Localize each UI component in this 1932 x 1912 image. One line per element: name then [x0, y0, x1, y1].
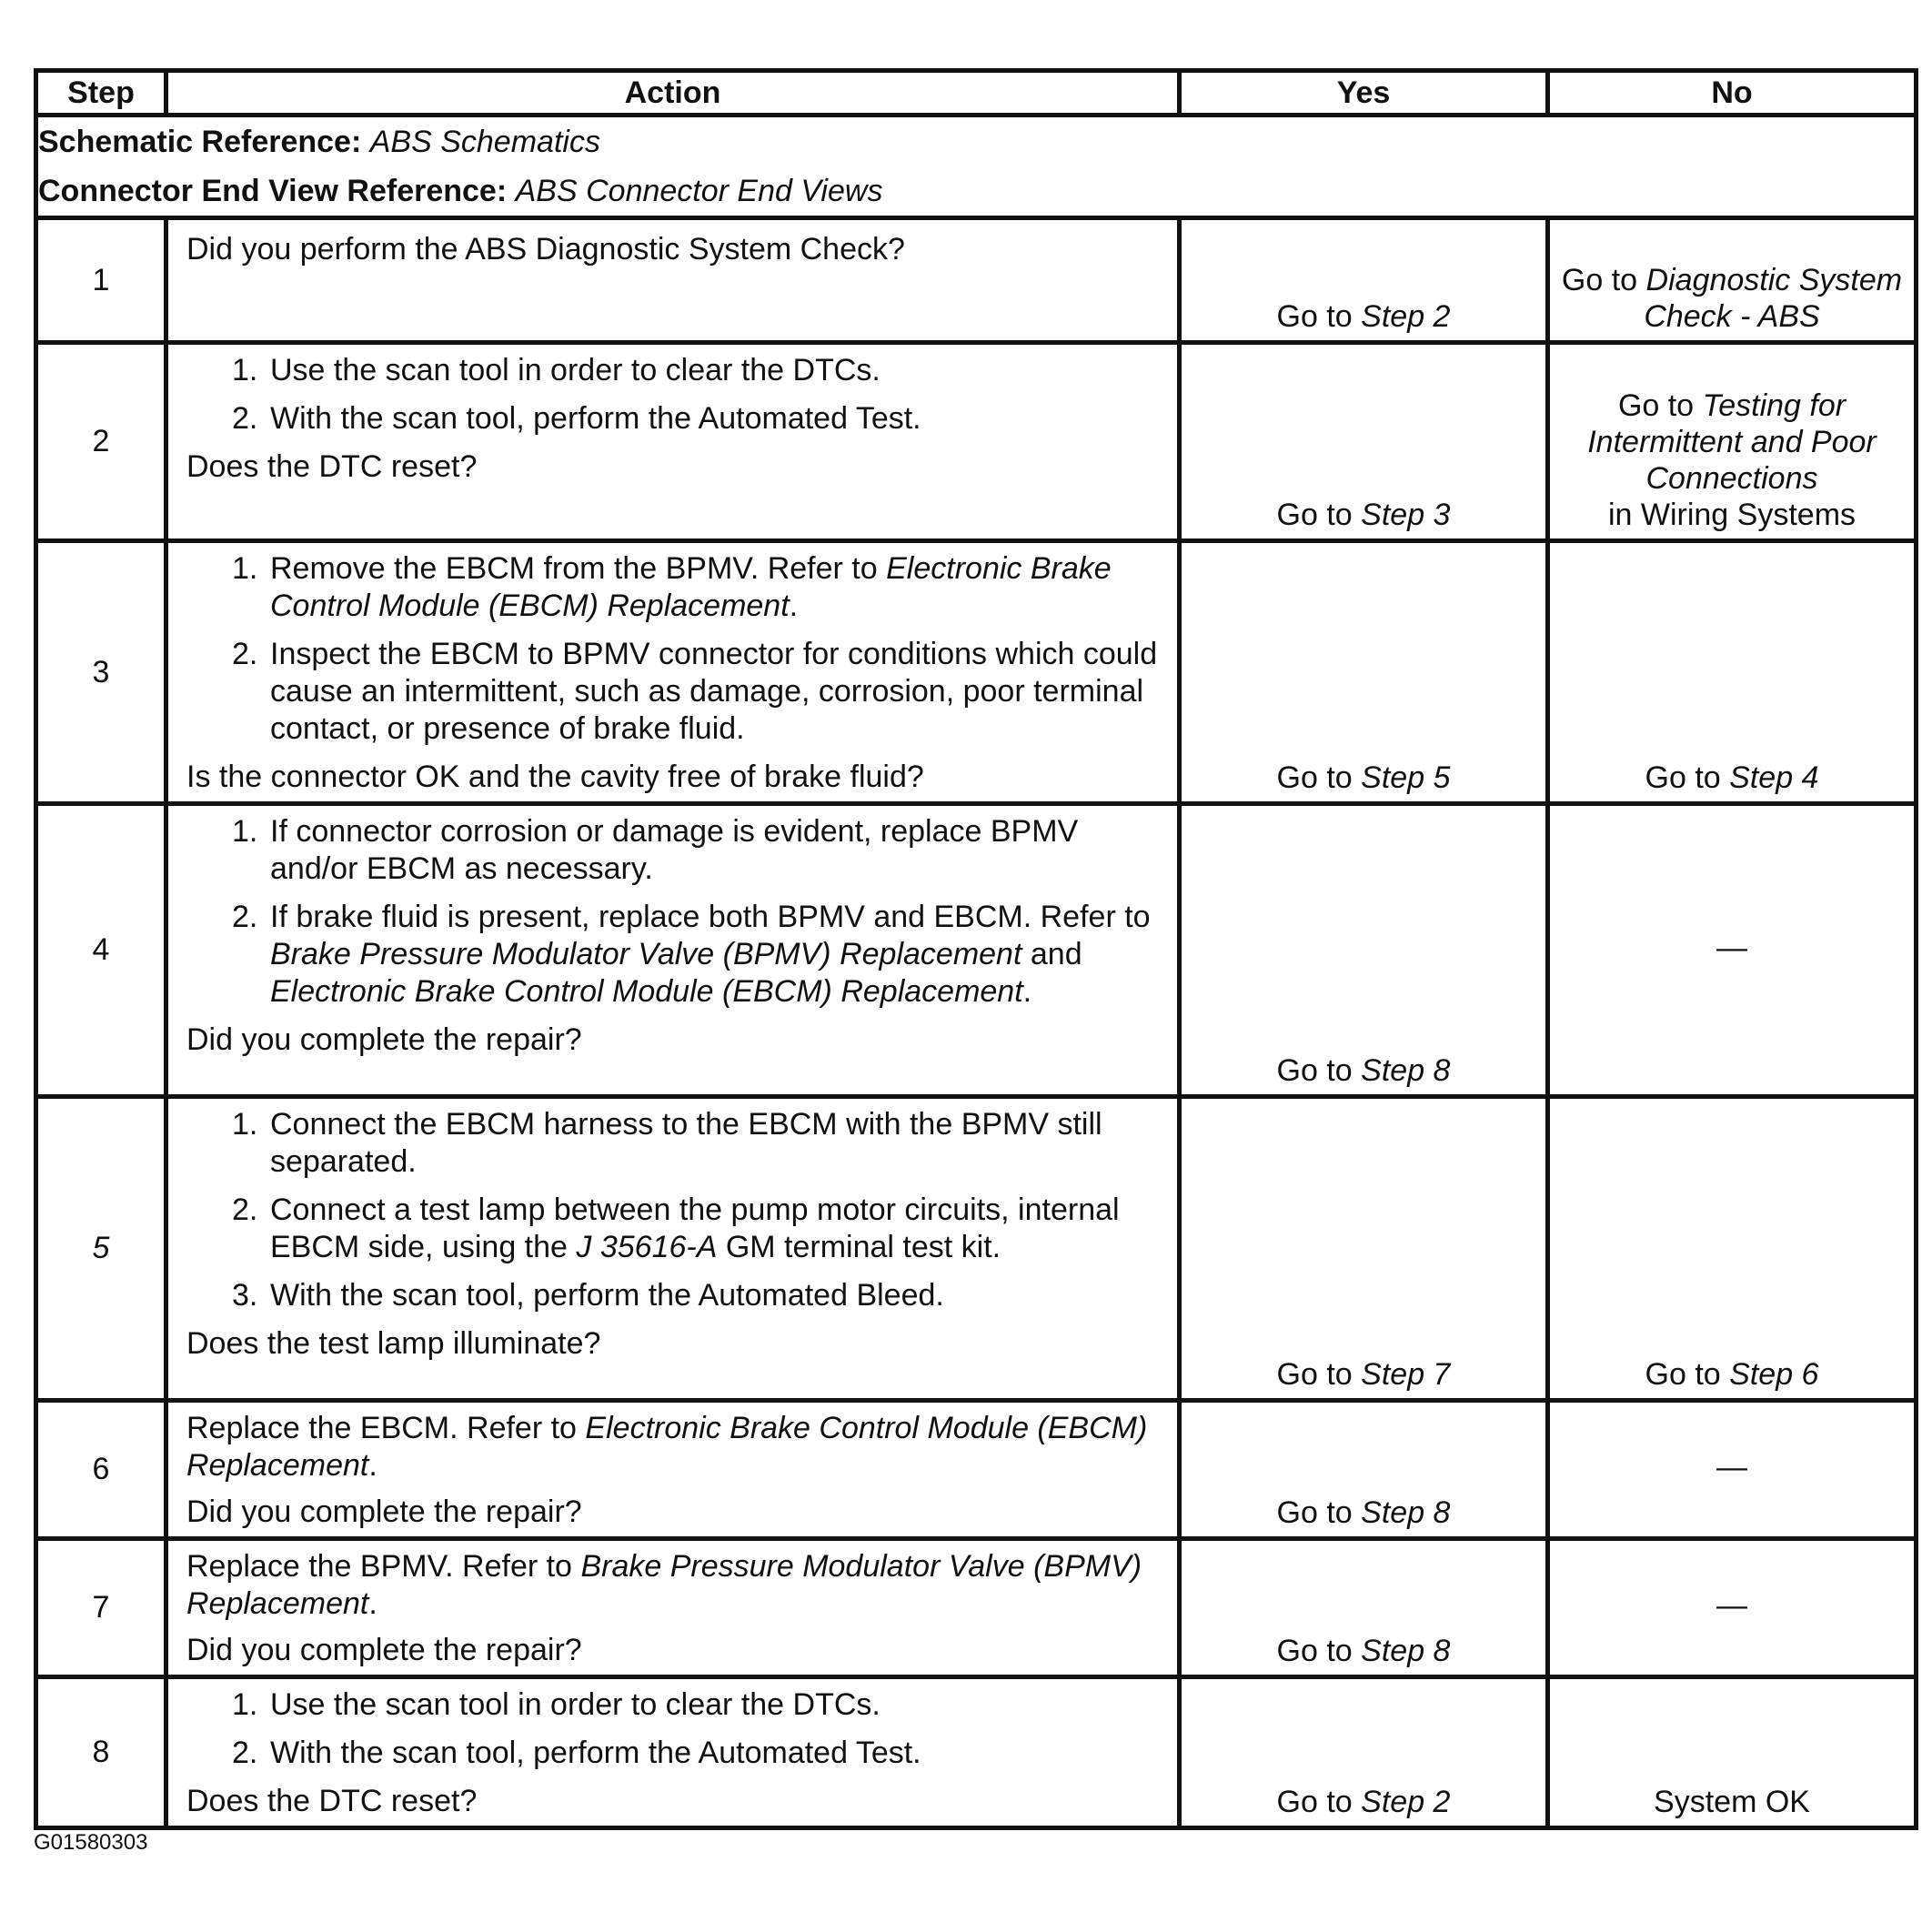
header-yes: Yes — [1180, 71, 1548, 116]
yes-cell — [1180, 343, 1548, 541]
item-text: Inspect the EBCM to BPMV connector for conditions which could cause an intermittent, such as damage, corrosion, poor terminal contact, or presence of brake fluid. — [270, 637, 1158, 746]
item-number: 1. — [232, 1687, 258, 1722]
item-number: 2. — [232, 637, 258, 671]
action-item — [232, 899, 1159, 1011]
item-number: 1. — [232, 1107, 258, 1142]
yes-link[interactable]: Step 7 — [1361, 1357, 1451, 1392]
yes-cell — [1180, 804, 1548, 1097]
step-number: 2 — [36, 343, 166, 541]
item-number: 2. — [232, 1192, 258, 1227]
item-text: With the scan tool, perform the Automated Test. — [270, 1736, 921, 1770]
yes-link[interactable]: Step 8 — [1361, 1053, 1451, 1088]
no-link[interactable]: Step 4 — [1729, 760, 1819, 795]
step-question: Does the test lamp illuminate? — [186, 1326, 601, 1361]
step-question: Did you complete the repair? — [186, 1633, 582, 1667]
connector-reference — [38, 166, 1914, 216]
step-question: Did you complete the repair? — [186, 1494, 582, 1529]
item-text: Use the scan tool in order to clear the DTCs. — [270, 353, 880, 387]
header-row — [36, 71, 1917, 116]
item-number: 1. — [232, 551, 258, 586]
no-cell: — — [1548, 1539, 1917, 1677]
step-number: 7 — [36, 1539, 166, 1677]
yes-link[interactable]: Step 8 — [1361, 1634, 1451, 1668]
yes-link[interactable]: Step 3 — [1361, 498, 1451, 532]
connector-reference-link[interactable]: ABS Connector End Views — [515, 174, 883, 208]
action-item — [232, 1106, 1159, 1181]
no-cell: — — [1548, 1401, 1917, 1539]
step-question: Did you complete the repair? — [186, 1022, 582, 1057]
reference-row — [36, 116, 1917, 218]
no-cell: System OK — [1548, 1677, 1917, 1828]
period: . — [368, 1586, 377, 1621]
item-text: If connector corrosion or damage is evident, replace BPMV and/or EBCM as necessary. — [270, 814, 1079, 886]
action-list — [186, 813, 1159, 1011]
step-question: Does the DTC reset? — [186, 449, 478, 484]
action-text — [186, 1410, 1159, 1484]
yes-prefix: Go to — [1276, 1053, 1353, 1088]
yes-cell — [1180, 1677, 1548, 1828]
yes-prefix: Go to — [1276, 299, 1353, 334]
item-number: 2. — [232, 1736, 258, 1770]
step-number: 8 — [36, 1677, 166, 1828]
no-suffix: in Wiring Systems — [1607, 498, 1857, 532]
step-number: 4 — [36, 804, 166, 1097]
yes-cell — [1180, 1539, 1548, 1677]
no-cell — [1548, 1097, 1917, 1401]
reference-link[interactable]: Brake Pressure Modulator Valve (BPMV) Replacement — [186, 1549, 1142, 1621]
step-number: 6 — [36, 1401, 166, 1539]
step-row — [36, 343, 1917, 541]
reference-link[interactable]: Electronic Brake Control Module (EBCM) Replacement — [270, 551, 1112, 623]
reference-link[interactable]: Electronic Brake Control Module (EBCM) Replacement — [186, 1411, 1148, 1483]
item-number: 1. — [232, 814, 258, 849]
action-cell — [166, 343, 1180, 541]
action-item — [232, 400, 1159, 438]
item-text: Remove the EBCM from the BPMV. Refer to — [270, 551, 878, 586]
action-list — [186, 1686, 1159, 1772]
action-cell — [166, 218, 1180, 343]
schematic-reference-link[interactable]: ABS Schematics — [369, 125, 600, 159]
item-number: 2. — [232, 401, 258, 436]
step-question: Did you perform the ABS Diagnostic System Check? — [186, 232, 905, 267]
action-item — [232, 1192, 1159, 1266]
action-list — [186, 550, 1159, 748]
step-row — [36, 218, 1917, 343]
action-cell — [166, 541, 1180, 804]
step-row — [36, 804, 1917, 1097]
no-prefix: Go to — [1617, 388, 1695, 423]
step-row — [36, 1677, 1917, 1828]
yes-prefix: Go to — [1276, 1357, 1353, 1392]
header-action: Action — [166, 71, 1180, 116]
yes-link[interactable]: Step 5 — [1361, 760, 1451, 795]
no-cell — [1548, 218, 1917, 343]
period: . — [1022, 974, 1032, 1009]
period: . — [789, 589, 799, 623]
schematic-reference — [38, 117, 1914, 166]
action-item — [232, 1735, 1159, 1772]
yes-prefix: Go to — [1276, 498, 1353, 532]
yes-prefix: Go to — [1276, 1785, 1353, 1819]
no-link[interactable]: Diagnostic System Check - ABS — [1644, 263, 1903, 334]
yes-prefix: Go to — [1276, 1495, 1353, 1530]
yes-prefix: Go to — [1276, 1634, 1353, 1668]
header-no: No — [1548, 71, 1917, 116]
no-link[interactable]: Step 6 — [1729, 1357, 1819, 1392]
step-number: 5 — [36, 1097, 166, 1401]
step-row — [36, 1401, 1917, 1539]
item-text: If brake fluid is present, replace both BPMV and EBCM. Refer to — [270, 900, 1151, 934]
yes-cell — [1180, 218, 1548, 343]
action-cell — [166, 1401, 1180, 1539]
schematic-reference-label: Schematic Reference: — [38, 125, 362, 159]
no-prefix: Go to — [1561, 263, 1638, 297]
step-row — [36, 1097, 1917, 1401]
no-prefix: Go to — [1645, 1357, 1721, 1392]
step-number: 3 — [36, 541, 166, 804]
figure-id-caption: G01580303 — [34, 1830, 148, 1855]
reference-cell — [36, 116, 1917, 218]
reference-link[interactable]: Brake Pressure Modulator Valve (BPMV) Replacement — [270, 937, 1022, 971]
item-text: Connect a test lamp between the pump motor circuits, internal EBCM side, using the — [270, 1192, 1120, 1264]
action-list — [186, 352, 1159, 438]
no-prefix: Go to — [1645, 760, 1721, 795]
yes-cell — [1180, 1097, 1548, 1401]
item-text: With the scan tool, perform the Automated Test. — [270, 401, 921, 436]
item-text: Connect the EBCM harness to the EBCM with the BPMV still separated. — [270, 1107, 1102, 1179]
tool-reference: J 35616-A — [576, 1230, 718, 1264]
item-text: With the scan tool, perform the Automated Bleed. — [270, 1278, 944, 1313]
action-cell — [166, 1097, 1180, 1401]
action-item — [232, 636, 1159, 748]
step-row — [36, 541, 1917, 804]
action-cell — [166, 1539, 1180, 1677]
no-cell: — — [1548, 804, 1917, 1097]
action-item — [232, 1277, 1159, 1314]
reference-link[interactable]: Electronic Brake Control Module (EBCM) Replacement — [270, 974, 1023, 1009]
step-question: Is the connector OK and the cavity free of brake fluid? — [186, 760, 924, 794]
header-step: Step — [36, 71, 166, 116]
action-cell — [166, 1677, 1180, 1828]
item-text: Replace the EBCM. Refer to — [186, 1411, 577, 1445]
step-row — [36, 1539, 1917, 1677]
conjunction: and — [1030, 937, 1082, 971]
no-cell — [1548, 541, 1917, 804]
step-question: Does the DTC reset? — [186, 1784, 478, 1818]
period: . — [368, 1448, 377, 1483]
yes-link[interactable]: Step 2 — [1361, 1785, 1451, 1819]
step-number: 1 — [36, 218, 166, 343]
action-item — [232, 352, 1159, 389]
action-list — [186, 1106, 1159, 1314]
item-number: 1. — [232, 353, 258, 387]
action-text — [186, 1548, 1159, 1623]
item-number: 3. — [232, 1278, 258, 1313]
yes-cell — [1180, 1401, 1548, 1539]
connector-reference-label: Connector End View Reference: — [38, 174, 508, 208]
yes-link[interactable]: Step 8 — [1361, 1495, 1451, 1530]
action-item — [232, 550, 1159, 625]
no-link[interactable]: Testing for Intermittent and Poor Connections — [1587, 388, 1877, 496]
item-text: Replace the BPMV. Refer to — [186, 1549, 572, 1584]
action-cell — [166, 804, 1180, 1097]
item-text: Use the scan tool in order to clear the DTCs. — [270, 1687, 880, 1722]
diagnostic-table — [34, 68, 1918, 1830]
diagnostic-table-container — [34, 68, 1914, 1830]
action-item — [232, 813, 1159, 888]
no-cell — [1548, 343, 1917, 541]
item-number: 2. — [232, 900, 258, 934]
yes-cell — [1180, 541, 1548, 804]
yes-link[interactable]: Step 2 — [1361, 299, 1451, 334]
action-item — [232, 1686, 1159, 1724]
item-text: GM terminal test kit. — [725, 1230, 1001, 1264]
yes-prefix: Go to — [1276, 760, 1353, 795]
